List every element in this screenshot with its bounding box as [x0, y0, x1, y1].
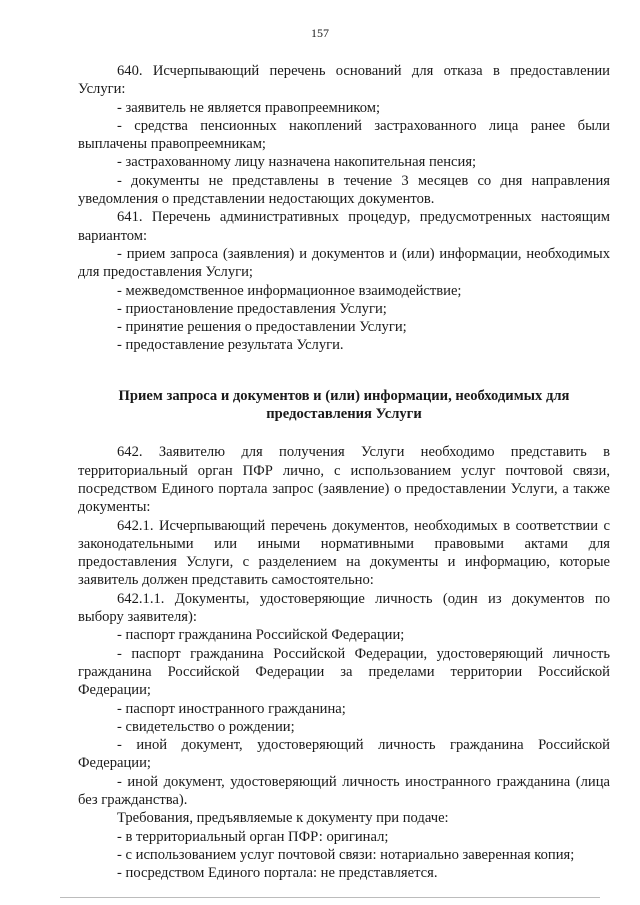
list-item: - посредством Единого портала: не представляется.	[117, 865, 438, 882]
paragraph: 641. Перечень административных процедур, предусмотренных настоящим вариантом:	[78, 209, 610, 244]
list-item: - с использованием услуг почтовой связи: нотариально заверенная копия;	[117, 846, 575, 863]
list-item: - предоставление результата Услуги.	[117, 337, 344, 354]
list-item: - иной документ, удостоверяющий личность иностранного гражданина (лица без гражданства).	[78, 773, 610, 808]
paragraph: 642.1. Исчерпывающий перечень документов, необходимых в соответствии с законодательными или иными нормативными правовыми актами для предоставления Услуги, с разделением на документы и информацию, которые заявитель должен представить самостоятельно:	[78, 517, 610, 589]
list-item: - средства пенсионных накоплений застрахованного лица ранее были выплачены правопреемникам;	[78, 117, 610, 153]
list-item: - паспорт гражданина Российской Федерации;	[117, 627, 405, 644]
page-number: 157	[311, 26, 329, 40]
paragraph: Требования, предъявляемые к документу при подаче:	[117, 810, 449, 827]
list-item: - заявитель не является правопреемником;	[117, 99, 381, 116]
list-item: - документы не представлены в течение 3 месяцев со дня направления уведомления о представлении недостающих документов.	[78, 172, 610, 208]
paragraph: 640. Исчерпывающий перечень оснований для отказа в предоставлении Услуги:	[78, 63, 610, 98]
list-item: - приостановление предоставления Услуги;	[117, 300, 387, 317]
list-item: - свидетельство о рождении;	[117, 718, 295, 735]
list-item: - прием запроса (заявления) и документов и (или) информации, необходимых для предоставления Услуги;	[78, 245, 610, 281]
list-item: - иной документ, удостоверяющий личность гражданина Российской Федерации;	[78, 737, 610, 772]
section-heading: Прием запроса и документов и (или) информации, необходимых для предоставления Услуги	[118, 387, 570, 423]
list-item: - паспорт иностранного гражданина;	[117, 700, 346, 717]
list-item: - межведомственное информационное взаимодействие;	[117, 282, 462, 299]
document-body	[78, 62, 610, 882]
paragraph: 642. Заявителю для получения Услуги необходимо представить в территориальный орган ПФР лично, с использованием услуг почтовой связи, посредством Единого портала запрос (заявление) о предоставлении Услуги, а также документы:	[78, 444, 610, 516]
list-item: - в территориальный орган ПФР: оригинал;	[117, 828, 389, 845]
list-item: - принятие решения о предоставлении Услуги;	[117, 319, 407, 336]
paragraph: 642.1.1. Документы, удостоверяющие личность (один из документов по выбору заявителя):	[78, 590, 610, 626]
list-item: - паспорт гражданина Российской Федерации, удостоверяющий личность гражданина Российской Федерации за пределами территории Российской Федерации;	[78, 645, 610, 699]
bottom-rule	[60, 897, 600, 898]
list-item: - застрахованному лицу назначена накопительная пенсия;	[117, 154, 477, 171]
